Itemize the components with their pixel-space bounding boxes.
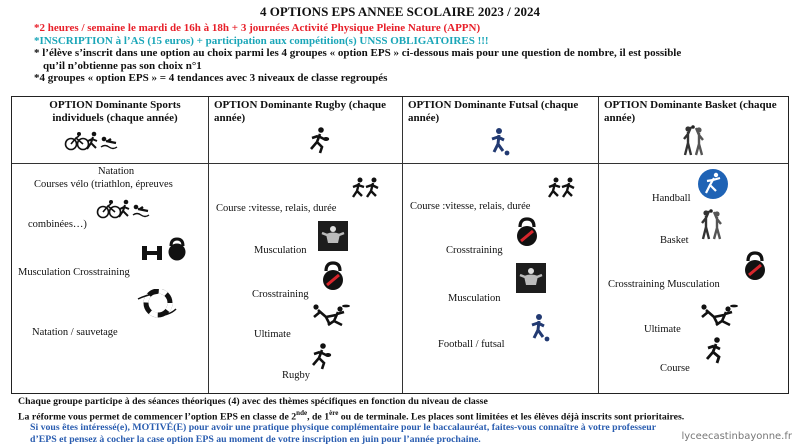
lifebuoy-icon <box>136 289 180 321</box>
triathlon-icon <box>96 199 156 223</box>
ultimate-frisbee-icon <box>698 303 740 329</box>
item-musculation-crosstraining: Musculation Crosstraining <box>18 267 130 278</box>
item-musculation-rugby: Musculation <box>254 245 307 256</box>
item-football-futsal: Football / futsal <box>438 339 505 350</box>
intro-line-groups: *4 groupes « option EPS » = 4 tendances avec 3 niveaux de classe regroupés <box>34 72 388 84</box>
footer-theory: Chaque groupe participe à des séances théoriques (4) avec des thèmes spécifiques en fonction du niveau de classe <box>18 396 488 407</box>
running-relay-icon <box>352 177 380 199</box>
footer-reform-a: La réforme vous permet de commencer l’option EPS en classe de 2 <box>18 410 297 422</box>
item-crosstraining-rugby: Crosstraining <box>252 289 309 300</box>
kettlebell-icon <box>512 217 542 249</box>
column-header-sports-individuels: OPTION Dominante Sports individuels (chaque année) <box>49 99 181 124</box>
intro-line-inscription: *INSCRIPTION à l’AS (15 euros) + participation aux compétition(s) UNSS OBLIGATOIRES !!! <box>34 34 489 47</box>
triathlon-icon <box>64 131 124 155</box>
football-player-icon <box>528 313 550 343</box>
item-crosstraining-musculation: Crosstraining Musculation <box>608 279 720 290</box>
item-basket: Basket <box>660 235 689 246</box>
runner-icon <box>704 337 726 367</box>
footer-reform-b: , de 1 <box>307 410 330 422</box>
footer-reform-sup2: ère <box>329 408 339 417</box>
rugby-player-icon <box>308 343 332 373</box>
page-title: 4 OPTIONS EPS ANNEE SCOLAIRE 2023 / 2024 <box>260 4 540 19</box>
footer-motivation: Si vous êtes intéressé(e), MOTIVÉ(E) pour avoir une pratique physique complémentaire pour le baccalauréat, faites-vous connaître à votre professeur <box>30 422 657 434</box>
intro-line-choice: * l’élève s’inscrit dans une option au choix parmi les 4 groupes « option EPS » ci-dessous mais pour une question de nombre, il est possible <box>34 47 682 59</box>
footer-reform-sup1: nde <box>296 408 308 417</box>
item-course-rugby: Course :vitesse, relais, durée <box>216 203 337 214</box>
handball-icon <box>698 169 730 201</box>
football-player-icon <box>488 127 510 157</box>
item-ultimate-basket: Ultimate <box>644 324 681 335</box>
options-table <box>11 96 789 394</box>
column-divider <box>208 97 209 393</box>
rugby-player-icon <box>306 127 330 157</box>
footer-reform <box>18 408 788 423</box>
column-divider <box>402 97 403 393</box>
intro-line-schedule: *2 heures / semaine le mardi de 16h à 18h + 3 journées Activité Physique Pleine Nature (APPN) <box>34 22 481 34</box>
item-combinees: combinées…) <box>28 219 87 230</box>
item-crosstraining-futsal: Crosstraining <box>446 245 503 256</box>
item-handball: Handball <box>652 193 691 204</box>
item-musculation-futsal: Musculation <box>448 293 501 304</box>
footer-inscription: d’EPS et pensez à cocher la case option EPS au moment de votre inscription en juin pour l’année prochaine. <box>30 433 481 445</box>
column-header-basket: OPTION Dominante Basket (chaque année) <box>604 99 777 124</box>
basketball-players-icon <box>680 125 708 159</box>
column-header-rugby: OPTION Dominante Rugby (chaque année) <box>214 99 387 124</box>
site-watermark: lyceecastinbayonne.fr <box>681 431 792 442</box>
intro-line-choice-cont: qu’il n’obtienne pas son choix n°1 <box>43 59 202 72</box>
basketball-players-icon <box>698 209 726 243</box>
running-relay-icon <box>548 177 576 199</box>
footer-notes <box>18 396 788 445</box>
kettlebell-icon <box>318 261 348 293</box>
item-ultimate-rugby: Ultimate <box>254 329 291 340</box>
column-header-futsal: OPTION Dominante Futsal (chaque année) <box>408 99 579 124</box>
dumbbell-icon <box>142 243 164 263</box>
item-course-futsal: Course :vitesse, relais, durée <box>410 201 531 212</box>
item-natation-sauvetage: Natation / sauvetage <box>32 327 118 338</box>
muscle-icon <box>318 221 348 251</box>
header-divider <box>12 163 788 164</box>
ultimate-frisbee-icon <box>310 303 352 329</box>
column-divider <box>598 97 599 393</box>
intro-text <box>34 22 764 85</box>
item-course-basket: Course <box>660 363 690 374</box>
kettlebell-icon <box>164 237 190 263</box>
muscle-icon <box>516 263 546 293</box>
item-rugby: Rugby <box>282 370 311 381</box>
footer-reform-c: ou de terminale. Les places sont limitées et les élèves déjà inscrits sont prioritaires. <box>338 410 685 422</box>
item-natation: Natation <box>98 166 135 177</box>
kettlebell-icon <box>740 251 770 283</box>
item-courses-velo: Courses vélo (triathlon, épreuves <box>34 179 173 190</box>
